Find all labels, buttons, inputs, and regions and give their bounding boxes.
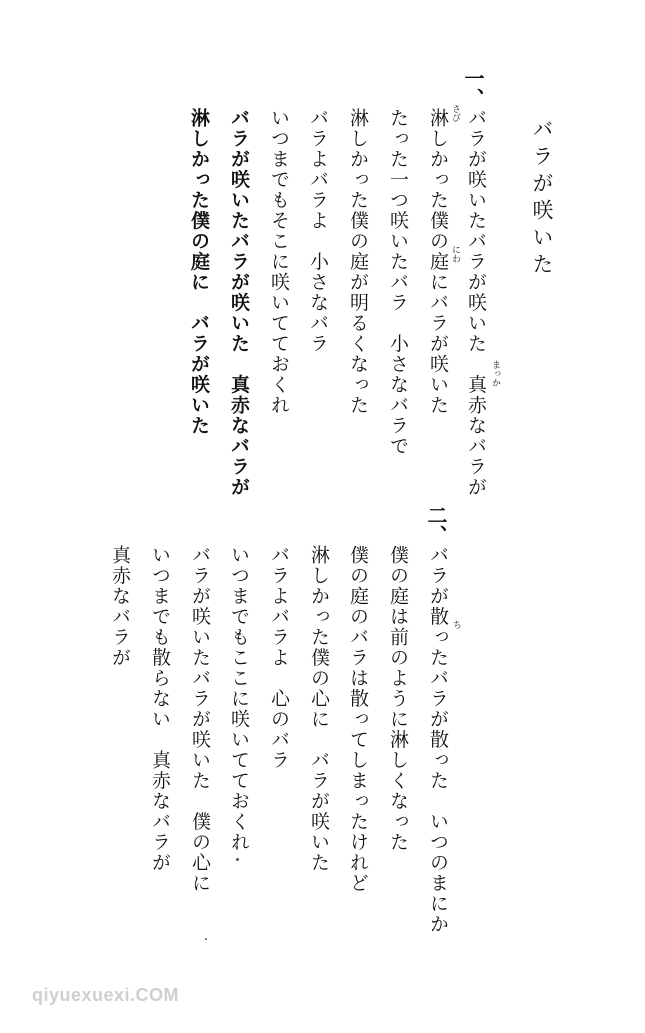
verse-2-line-7: バラが咲いたバラが咲いた 僕の心に	[189, 545, 211, 894]
site-watermark: qiyuexuexi.COM	[32, 985, 180, 1005]
verse-2-line-3: 僕の庭のバラは散ってしまったけれど	[347, 545, 369, 894]
verse-2-line-6: いつまでもここに咲いてておくれ	[228, 545, 250, 853]
verse-2-number: 二、	[424, 505, 448, 545]
verse-1-line-4: 淋しかった僕の庭が明るくなった	[347, 108, 369, 416]
print-speck	[205, 938, 207, 940]
verse-2-line-4: 淋しかった僕の心に バラが咲いた	[308, 545, 330, 873]
verse-1-line-8: 淋しかった僕の庭に バラが咲いた	[188, 108, 210, 436]
verse-2-line-1: バラが散ったバラが散った いつのまにか	[427, 545, 449, 935]
ruby-niwa: にわ	[450, 245, 460, 263]
verse-2-line-2: 僕の庭は前のように淋しくなった	[387, 545, 409, 853]
verse-1-line-2: 淋しかった僕の庭にバラが咲いた	[427, 108, 449, 416]
verse-2-line-8: いつまでも散らない 真赤なバラが	[149, 545, 171, 873]
song-title: バラが咲いた	[530, 118, 554, 280]
verse-1-line-3: たった一つ咲いたバラ 小さなバラで	[387, 108, 409, 457]
verse-1-line-6: いつまでもそこに咲いてておくれ	[268, 108, 290, 416]
ruby-sabi: さび	[450, 104, 460, 122]
ruby-chi: ち	[451, 620, 461, 629]
verse-1-number: 一、	[461, 68, 485, 108]
verse-2-line-9: 真赤なバラが	[109, 545, 131, 668]
ruby-makka: まっか	[490, 360, 500, 387]
verse-1-line-7: バラが咲いたバラが咲いた 真赤なバラが	[228, 108, 250, 498]
verse-1-line-5: バラよバラよ 小さなバラ	[307, 108, 329, 354]
print-speck	[236, 858, 239, 861]
verse-1-line-1: バラが咲いたバラが咲いた 真赤なバラが	[465, 108, 487, 498]
verse-2-line-5: バラよバラよ 心のバラ	[268, 545, 290, 771]
